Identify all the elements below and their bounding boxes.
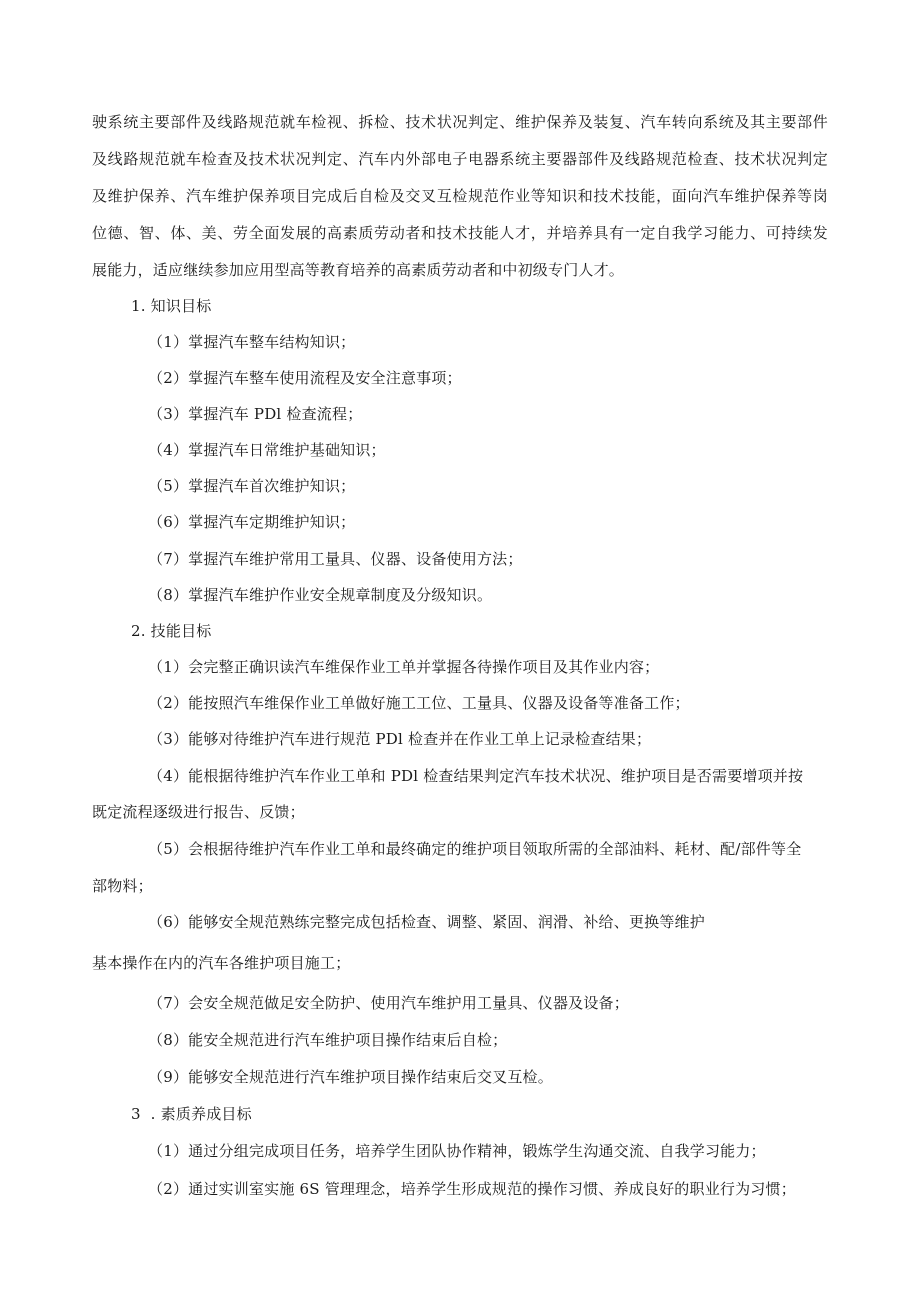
skill-item: （6）能够安全规范熟练完整完成包括检查、调整、紧固、润滑、补给、更换等维护 <box>148 913 705 931</box>
skill-item: （5）会根据待维护汽车作业工单和最终确定的维护项目领取所需的全部油料、耗材、配/部件等全 <box>148 840 802 858</box>
skill-item: （9）能够安全规范进行汽车维护项目操作结束后交叉互检。 <box>148 1068 553 1086</box>
skill-item-continuation: 基本操作在内的汽车各维护项目施工； <box>92 954 351 972</box>
skill-item: （3）能够对待维护汽车进行规范 PDl 检查并在作业工单上记录检查结果； <box>148 730 652 748</box>
section-heading-skills: 2. 技能目标 <box>131 622 212 640</box>
intro-line: 及线路规范就车检查及技术状况判定、汽车内外部电子电器系统主要器部件及线路规范检查、技术状况判定 <box>92 150 828 168</box>
quality-item: （2）通过实训室实施 6S 管理理念，培养学生形成规范的操作习惯、养成良好的职业行为习惯； <box>148 1180 796 1198</box>
intro-line: 展能力，适应继续参加应用型高等教育培养的高素质劳动者和中初级专门人才。 <box>92 261 625 279</box>
skill-item: （4）能根据待维护汽车作业工单和 PDl 检查结果判定汽车技术状况、维护项目是否需要增项并按 <box>148 767 804 785</box>
knowledge-item: （6）掌握汽车定期维护知识； <box>148 513 356 531</box>
knowledge-item: （4）掌握汽车日常维护基础知识； <box>148 441 386 459</box>
skill-item: （7）会安全规范做足安全防护、使用汽车维护用工量具、仪器及设备； <box>148 994 629 1012</box>
skill-item-continuation: 既定流程逐级进行报告、反馈； <box>92 803 305 821</box>
intro-line: 及维护保养、汽车维护保养项目完成后自检及交叉互检规范作业等知识和技术技能，面向汽车维护保养等岗 <box>92 187 828 205</box>
skill-item: （2）能按照汽车维保作业工单做好施工工位、工量具、仪器及设备等准备工作； <box>148 694 690 712</box>
knowledge-item: （7）掌握汽车维护常用工量具、仪器、设备使用方法； <box>148 550 523 568</box>
quality-item: （1）通过分组完成项目任务，培养学生团队协作精神，锻炼学生沟通交流、自我学习能力； <box>148 1142 766 1160</box>
knowledge-item: （5）掌握汽车首次维护知识； <box>148 477 356 495</box>
intro-line: 驶系统主要部件及线路规范就车检视、拆检、技术状况判定、维护保养及装复、汽车转向系统及其主要部件 <box>92 113 828 131</box>
knowledge-item: （2）掌握汽车整车使用流程及安全注意事项； <box>148 369 462 387</box>
section-heading-knowledge: 1. 知识目标 <box>131 297 212 315</box>
knowledge-item: （1）掌握汽车整车结构知识； <box>148 333 356 351</box>
intro-line: 位德、智、体、美、劳全面发展的高素质劳动者和技术技能人才，并培养具有一定自我学习能力、可持续发 <box>92 224 828 242</box>
knowledge-item: （3）掌握汽车 PDl 检查流程； <box>148 405 363 423</box>
skill-item: （1）会完整正确识读汽车维保作业工单并掌握各待操作项目及其作业内容； <box>148 658 660 676</box>
skill-item-continuation: 部物料； <box>92 877 153 895</box>
skill-item: （8）能安全规范进行汽车维护项目操作结束后自检； <box>148 1031 508 1049</box>
section-heading-quality: 3 . 素质养成目标 <box>131 1105 252 1123</box>
knowledge-item: （8）掌握汽车维护作业安全规章制度及分级知识。 <box>148 586 493 604</box>
